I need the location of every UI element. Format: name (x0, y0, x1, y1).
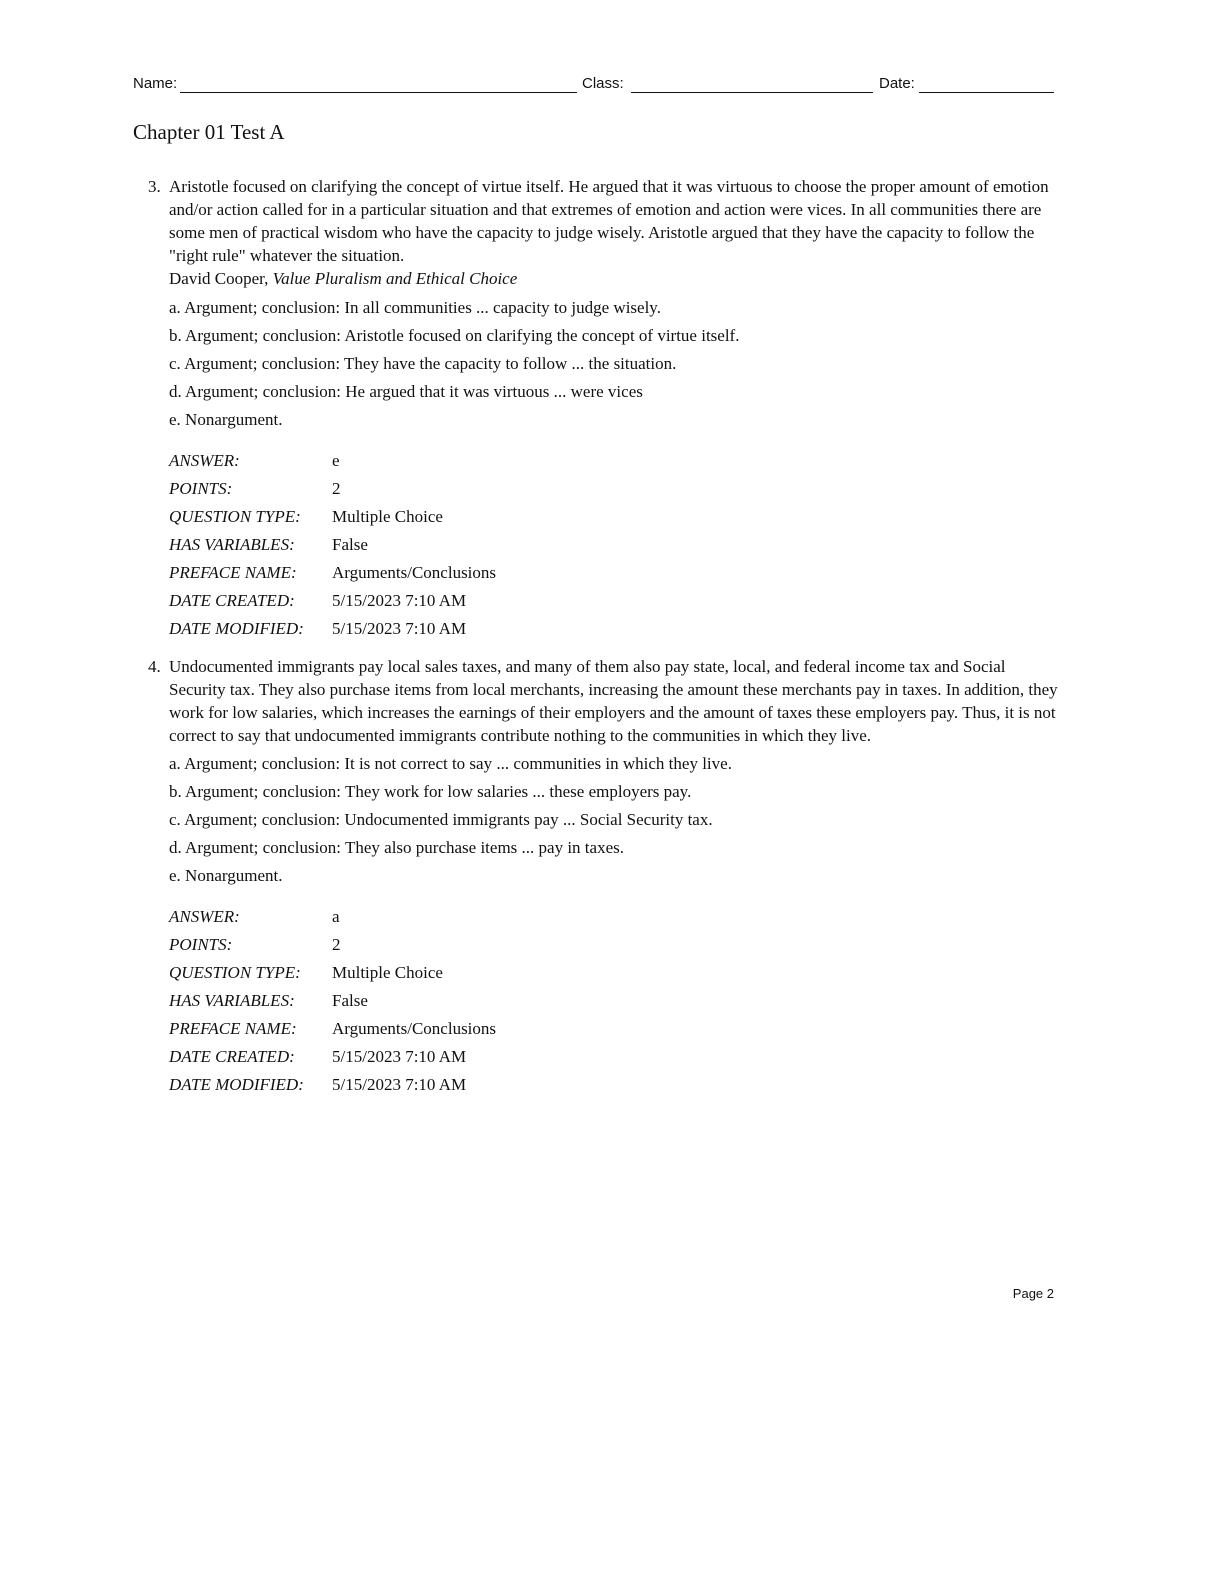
question-3 (148, 175, 1058, 643)
choice-c: c. Argument; conclusion: They have the capacity to follow ... the situation. (169, 354, 677, 373)
meta-row-answer (169, 903, 496, 931)
meta-value-has-variables: False (332, 991, 368, 1010)
meta-value-date-created: 5/15/2023 7:10 AM (332, 1047, 467, 1066)
meta-value-date-created: 5/15/2023 7:10 AM (332, 591, 467, 610)
meta-value-points: 2 (332, 479, 341, 498)
meta-value-has-variables: False (332, 535, 368, 554)
meta-row-date-created (169, 587, 496, 615)
choice-d: d. Argument; conclusion: He argued that it was virtuous ... were vices (169, 382, 643, 401)
question-metadata (169, 447, 496, 643)
choice-e: e. Nonargument. (169, 866, 283, 885)
meta-key-date-created: DATE CREATED: (169, 1047, 295, 1066)
student-info-header (133, 74, 1054, 98)
meta-row-has-variables (169, 531, 496, 559)
choice-e: e. Nonargument. (169, 410, 283, 429)
choice-a: a. Argument; conclusion: In all communities ... capacity to judge wisely. (169, 298, 661, 317)
meta-key-preface-name: PREFACE NAME: (169, 563, 297, 582)
meta-value-date-modified: 5/15/2023 7:10 AM (332, 619, 467, 638)
question-stem: Undocumented immigrants pay local sales taxes, and many of them also pay state, local, and federal income tax and Social Security tax. They also purchase items from local merchants, increasing the amount these merchants pay in taxes. In addition, they work for low salaries, which increases the earnings of their employers and the amount of taxes these employers pay. Thus, it is not correct to say that undocumented immigrants contribute nothing to the communities in which they live. (169, 657, 1058, 745)
date-label: Date: (879, 75, 915, 92)
choice-b: b. Argument; conclusion: Aristotle focused on clarifying the concept of virtue itself. (169, 326, 740, 345)
meta-value-preface-name: Arguments/Conclusions (332, 1019, 497, 1038)
answer-choices (169, 750, 1058, 890)
class-field-line (631, 92, 873, 93)
date-field-line (919, 92, 1054, 93)
question-stem: Aristotle focused on clarifying the concept of virtue itself. He argued that it was virtuous to choose the proper amount of emotion and/or action called for in a particular situation and that extremes of emotion and action were vices. In all communities there are some men of practical wisdom who have the capacity to judge wisely. Aristotle argued that they have the capacity to follow the "right rule" whatever the situation. (169, 177, 1049, 265)
name-field-line (180, 92, 577, 93)
source-author: David Cooper, (169, 269, 269, 288)
meta-key-date-modified: DATE MODIFIED: (169, 1075, 304, 1094)
page-number: Page 2 (1012, 1286, 1054, 1301)
meta-key-date-created: DATE CREATED: (169, 591, 295, 610)
meta-row-date-modified (169, 1071, 496, 1099)
meta-value-preface-name: Arguments/Conclusions (332, 563, 497, 582)
meta-row-preface-name (169, 1015, 496, 1043)
name-label: Name: (133, 75, 178, 92)
question-number: 4. (148, 657, 161, 676)
meta-row-date-created (169, 1043, 496, 1071)
meta-row-preface-name (169, 559, 496, 587)
meta-row-has-variables (169, 987, 496, 1015)
meta-row-question-type (169, 959, 496, 987)
meta-row-points (169, 475, 496, 503)
chapter-title: Chapter 01 Test A (133, 120, 285, 144)
meta-value-answer: a (332, 907, 340, 926)
meta-value-date-modified: 5/15/2023 7:10 AM (332, 1075, 467, 1094)
meta-key-points: POINTS: (169, 479, 233, 498)
meta-row-question-type (169, 503, 496, 531)
meta-key-answer: ANSWER: (169, 907, 240, 926)
meta-row-date-modified (169, 615, 496, 643)
choice-a: a. Argument; conclusion: It is not correct to say ... communities in which they live. (169, 754, 732, 773)
meta-key-answer: ANSWER: (169, 451, 240, 470)
question-4 (148, 655, 1058, 1099)
question-source (169, 267, 1058, 291)
meta-key-question-type: QUESTION TYPE: (169, 963, 301, 982)
meta-key-question-type: QUESTION TYPE: (169, 507, 301, 526)
question-metadata (169, 903, 496, 1099)
choice-d: d. Argument; conclusion: They also purchase items ... pay in taxes. (169, 838, 624, 857)
answer-choices (169, 294, 1058, 434)
meta-row-answer (169, 447, 496, 475)
choice-b: b. Argument; conclusion: They work for low salaries ... these employers pay. (169, 782, 692, 801)
source-title: Value Pluralism and Ethical Choice (272, 269, 518, 288)
meta-value-answer: e (332, 451, 340, 470)
meta-value-question-type: Multiple Choice (332, 963, 443, 982)
choice-c: c. Argument; conclusion: Undocumented immigrants pay ... Social Security tax. (169, 810, 713, 829)
meta-key-date-modified: DATE MODIFIED: (169, 619, 304, 638)
meta-key-has-variables: HAS VARIABLES: (169, 991, 295, 1010)
question-number: 3. (148, 177, 161, 196)
meta-row-points (169, 931, 496, 959)
class-label: Class: (582, 75, 624, 92)
meta-key-has-variables: HAS VARIABLES: (169, 535, 295, 554)
meta-value-question-type: Multiple Choice (332, 507, 443, 526)
meta-key-preface-name: PREFACE NAME: (169, 1019, 297, 1038)
meta-key-points: POINTS: (169, 935, 233, 954)
meta-value-points: 2 (332, 935, 341, 954)
